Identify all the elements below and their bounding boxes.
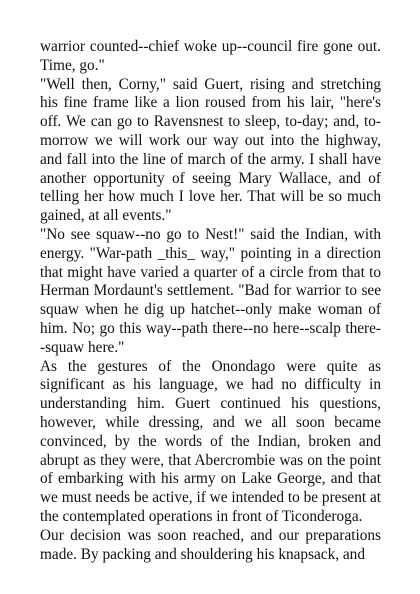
page-text-body — [40, 38, 381, 564]
paragraph-4: As the gestures of the Onondago were quite as significant as his language, we had no difficulty in understanding him. Guert continued his questions, however, while dressing, and we all soon became convinced, by the words of the Indian, broken and abrupt as they were, that Abercrombie was on the point of embarking with his army on Lake George, and that we must needs be active, if we intended to be present at the contemplated operations in front of Ticonderoga. — [40, 357, 381, 525]
paragraph-2: "Well then, Corny," said Guert, rising and stretching his fine frame like a lion roused from his lair, "here's off. We can go to Ravensnest to sleep, to-day; and, to-morrow we will work our way out into the highway, and fall into the line of march of the army. I shall have another opportunity of seeing Mary Wallace, and of telling her how much I love her. That will be so much gained, at all events." — [40, 75, 381, 225]
paragraph-1: warrior counted--chief woke up--council fire gone out. Time, go." — [40, 38, 381, 74]
paragraph-5: Our decision was soon reached, and our preparations made. By packing and shouldering his knapsack, and — [40, 526, 381, 563]
paragraph-3: "No see squaw--no go to Nest!" said the Indian, with energy. "War-path _this_ way," pointing in a direction that might have varied a quarter of a circle from that to Herman Mordaunt's settlement. "Bad for warrior to see squaw when he dig up hatchet--only make woman of him. No; go this way--path there--no here--scalp there--squaw here." — [40, 225, 381, 356]
